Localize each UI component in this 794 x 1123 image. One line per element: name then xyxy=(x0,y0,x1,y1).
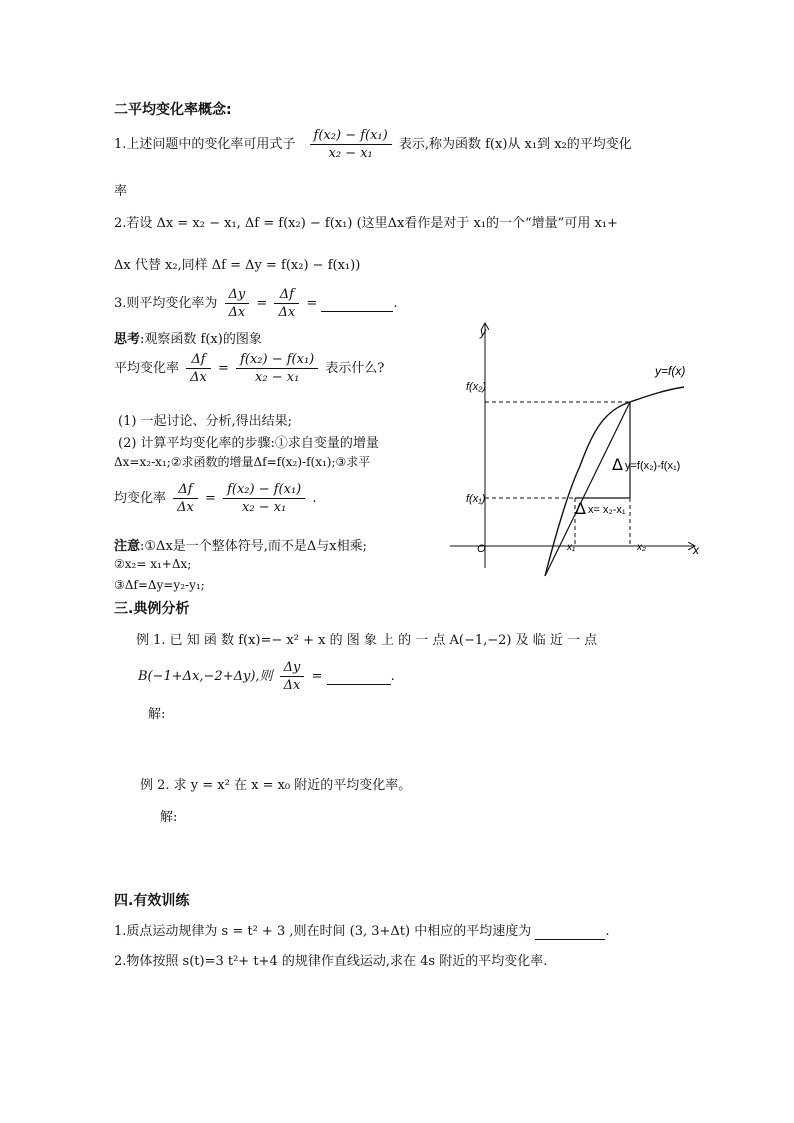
think-point-1: (1) 一起讨论、分析,得出结果; xyxy=(118,414,293,429)
function-graph xyxy=(450,318,710,580)
fraction-denominator: Δx xyxy=(228,305,246,320)
think-point-2: (2) 计算平均变化率的步骤:①求自变量的增量 xyxy=(118,436,379,451)
line-1-text-a: 1.上述问题中的变化率可用式子 xyxy=(114,137,296,152)
period: . xyxy=(390,669,395,684)
example-1: 例 1. 已 知 函 数 f(x)=− x² + x 的 图 象 上 的 一 点 A(−1,−2) 及 临 近 一 点 xyxy=(136,633,598,648)
exercise-1 xyxy=(114,920,610,940)
answer-blank[interactable] xyxy=(535,924,605,940)
solution-1-label: 解: xyxy=(148,707,166,722)
fraction-denominator: Δx xyxy=(283,678,301,693)
think-line xyxy=(114,328,262,347)
delta-x-label: x= x₂-x₁ xyxy=(588,504,626,516)
equals-sign: = xyxy=(205,491,216,506)
think-point-4 xyxy=(114,482,317,515)
equals-sign: = xyxy=(218,361,229,376)
note-text-1: :①Δx是一个整体符号,而不是Δ与x相乘; xyxy=(140,539,368,554)
fraction-denominator: x₂ − x₁ xyxy=(242,500,287,515)
period: . xyxy=(312,491,317,506)
fraction-rate xyxy=(236,352,318,385)
period: . xyxy=(393,296,398,311)
note-line-1 xyxy=(114,535,367,554)
fraction-numerator: Δf xyxy=(173,482,198,499)
line-3 xyxy=(114,287,398,320)
equals-sign: = xyxy=(306,296,318,311)
line-1 xyxy=(114,128,632,161)
think-question xyxy=(114,352,384,385)
exercise-1-text: 1.质点运动规律为 s = t² + 3 ,则在时间 (3, 3+Δt) 中相应的平均速度为 xyxy=(114,924,532,939)
solution-2-label: 解: xyxy=(160,810,178,825)
line-3-text: 3.则平均变化率为 xyxy=(114,296,218,311)
fraction-df-dx xyxy=(173,482,198,515)
function-curve xyxy=(545,387,684,576)
fraction-denominator: x₂ − x₁ xyxy=(328,146,373,161)
think-label: 思考 xyxy=(114,332,141,347)
note-line-2: ②x₂= x₁+Δx; xyxy=(114,557,192,571)
fraction-df-dx xyxy=(186,352,211,385)
section-heading-2: 二平均变化率概念: xyxy=(114,102,232,118)
fraction-rate xyxy=(310,128,392,161)
think-point-4-text: 均变化率 xyxy=(114,491,167,506)
equals-sign: = xyxy=(311,669,323,684)
fx1-label: f(x₁) xyxy=(466,493,486,505)
x1-label: x₁ xyxy=(567,542,576,553)
think-question-end: 表示什么? xyxy=(325,361,385,376)
fraction-dy-dx xyxy=(280,660,305,693)
fraction-dy-dx xyxy=(225,287,250,320)
note-line-3: ③Δf=Δy=y₂-y₁; xyxy=(114,578,205,592)
think-question-text: 平均变化率 xyxy=(114,361,180,376)
answer-blank[interactable] xyxy=(327,669,391,685)
delta-x-symbol: Δ xyxy=(575,499,586,518)
fraction-numerator: f(x₂) − f(x₁) xyxy=(236,352,318,369)
delta-y-label: y=f(x₂)-f(x₁) xyxy=(625,460,681,472)
answer-blank[interactable] xyxy=(321,296,393,312)
secant-line xyxy=(545,402,630,576)
fraction-denominator: Δx xyxy=(177,500,194,515)
section-heading-3: 三.典例分析 xyxy=(114,601,190,617)
fraction-numerator: f(x₂) − f(x₁) xyxy=(223,482,305,499)
note-label: 注意 xyxy=(114,539,141,554)
example-1-text: B(−1+Δx,−2+Δy),则 xyxy=(138,669,273,684)
example-2: 例 2. 求 y = x² 在 x = x₀ 附近的平均变化率。 xyxy=(140,778,412,793)
period: . xyxy=(605,924,610,939)
equals-sign: = xyxy=(256,296,268,311)
section-heading-4: 四.有效训练 xyxy=(114,893,190,909)
line-2: 2.若设 Δx = x₂ − x₁, Δf = f(x₂) − f(x₁) (这里Δx看作是对于 x₁的一个“增量”可用 x₁+ xyxy=(114,216,618,231)
fraction-numerator: f(x₂) − f(x₁) xyxy=(310,128,392,145)
x-axis-label: x xyxy=(693,543,699,557)
line-1-cont: 率 xyxy=(114,184,128,199)
fraction-numerator: Δy xyxy=(280,660,305,677)
think-text: :观察函数 f(x)的图象 xyxy=(140,332,262,347)
function-label: y=f(x) xyxy=(655,364,686,378)
fx2-label: f(x₂) xyxy=(466,381,487,393)
example-1-cont xyxy=(138,660,395,693)
y-axis-label: y xyxy=(480,325,486,339)
fraction-denominator: x₂ − x₁ xyxy=(255,370,300,385)
line-2-cont: Δx 代替 x₂,同样 Δf = Δy = f(x₂) − f(x₁)) xyxy=(114,258,361,273)
fraction-df-dx xyxy=(274,287,299,320)
x2-label: x₂ xyxy=(637,542,646,553)
fraction-rate xyxy=(223,482,305,515)
fraction-numerator: Δf xyxy=(186,352,211,369)
fraction-denominator: Δx xyxy=(278,305,296,320)
think-point-3: Δx=x₂-x₁;②求函数的增量Δf=f(x₂)-f(x₁);③求平 xyxy=(114,455,371,469)
fraction-numerator: Δy xyxy=(225,287,250,304)
line-1-text-b: 表示,称为函数 f(x)从 x₁到 x₂的平均变化 xyxy=(398,137,632,152)
exercise-2: 2.物体按照 s(t)=3 t²+ t+4 的规律作直线运动,求在 4s 附近的平均变化率. xyxy=(114,954,548,969)
origin-label: O xyxy=(477,543,486,555)
delta-y-symbol: Δ xyxy=(612,455,623,474)
fraction-denominator: Δx xyxy=(190,370,207,385)
fraction-numerator: Δf xyxy=(274,287,299,304)
